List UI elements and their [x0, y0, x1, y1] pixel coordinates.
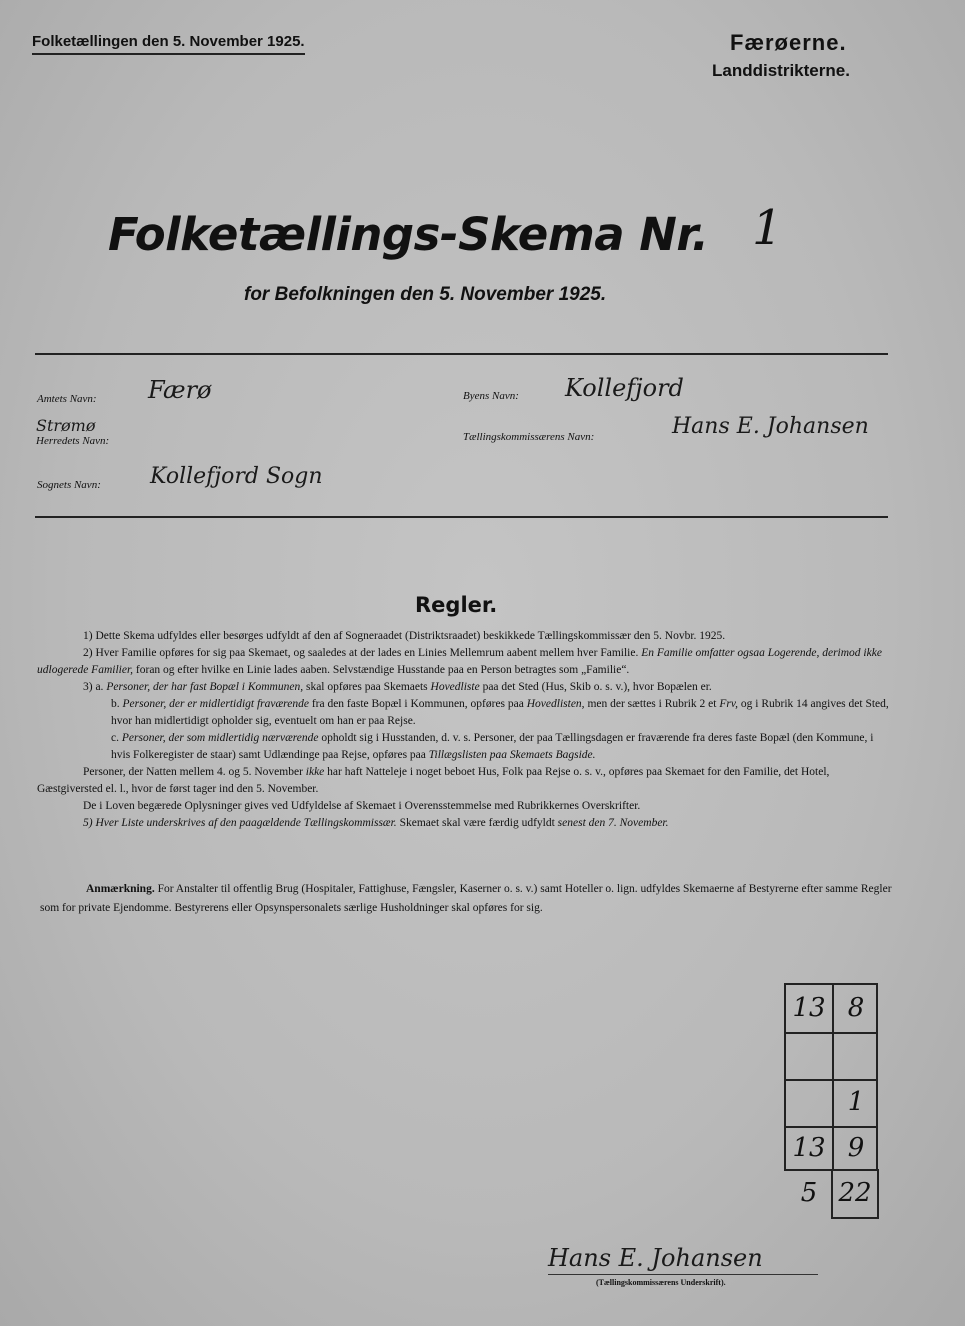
signature-handwritten: Hans E. Johansen [548, 1244, 763, 1272]
census-header-left: Folketællingen den 5. November 1925. [32, 33, 305, 55]
herred-label: Herredets Navn: [36, 435, 110, 447]
rule-1: 1) Dette Skema udfyldes eller besørges udfyldt af den af Sogneraadet (Distriktsraadet) beskikkede Tællingskommissær den 5. Novbr. 1925. [83, 630, 726, 642]
amt-label: Amtets Navn: [37, 393, 97, 405]
tally-grid [784, 983, 878, 1171]
signature-caption: (Tællingskommissærens Underskrift). [596, 1278, 726, 1287]
by-value: Kollefjord [565, 374, 684, 402]
rule-4: Personer, der Natten mellem 4. og 5. November ikke har haft Natteleje i noget beboet Hus, Folk paa Rejse o. s. v., opføres paa Skemaet for den Familie, det Hotel, Gæstgiversted el. l., hvor de først tager ind den 5. November. [37, 766, 830, 795]
form-title: Folketællings-Skema Nr. [108, 208, 709, 261]
tally-total-c1: 5 [800, 1178, 818, 1208]
bottom-divider [35, 516, 888, 518]
by-label: Byens Navn: [463, 390, 519, 402]
tally-r3c2: 1 [847, 1087, 865, 1117]
rule-4-cont: De i Loven begærede Oplysninger gives ved Udfyldelse af Skemaet i Overensstemmelse med Rubrikkernes Overskrifter. [83, 800, 641, 812]
kommissaer-value: Hans E. Johansen [672, 414, 869, 439]
herred-value: Strømø [36, 416, 96, 435]
tally-r4c1: 13 [792, 1133, 826, 1163]
tally-total-c2: 22 [838, 1178, 872, 1208]
form-subtitle: for Befolkningen den 5. November 1925. [244, 284, 607, 305]
tally-r4c2: 9 [847, 1133, 865, 1163]
form-number-handwritten: 1 [752, 200, 783, 256]
annotation-note [40, 880, 894, 918]
sogn-label: Sognets Navn: [37, 479, 101, 491]
note-label: Anmærkning. [86, 883, 155, 895]
tally-r1c2: 8 [847, 993, 865, 1023]
rule-3c: c. Personer, der som midlertidig nærværende opholdt sig i Husstanden, d. v. s. Personer, der paa Tællingsdagen er fraværende fra deres faste Bopæl (den Kommune, i hvis Folkeregister de staar) samt Udlændinge paa Rejse, opføres paa Tillægslisten paa Skemaets Bagside. [111, 732, 874, 761]
region-title: Færøerne. [730, 30, 847, 55]
top-divider [35, 353, 888, 355]
note-text: For Anstalter til offentlig Brug (Hospitaler, Fattighuse, Fængsler, Kaserner o. s. v.) samt Hoteller o. lign. udfyldes Skemaerne af Bestyrerne efter samme Regler som for private Ejendomme. Bestyrerens eller Opsynspersonalets særlige Husholdninger skal opføres for sig. [40, 883, 892, 914]
amt-value: Færø [148, 376, 212, 404]
rule-3a: 3) a. Personer, der har fast Bopæl i Kommunen, skal opføres paa Skemaets Hovedliste paa det Sted (Hus, Skib o. s. v.), hvor Bopælen er. [83, 681, 712, 693]
rule-2: 2) Hver Familie opføres for sig paa Skemaet, og saaledes at der lades en Linies Mellemrum aabent mellem hver Familie. En Familie omfatter ogsaa Logerende, derimod ikke udlogerede Familier, foran og efter hvilke en Linie lades aaben. Selvstændige Husstande paa en Person betragtes som „Familie“. [37, 647, 882, 676]
district-subtitle: Landdistrikterne. [712, 61, 850, 80]
signature-line [548, 1274, 818, 1275]
rules-text [37, 628, 895, 832]
rule-3b: b. Personer, der er midlertidigt fraværende fra den faste Bopæl i Kommunen, opføres paa Hovedlisten, men der sættes i Rubrik 2 et Frv, og i Rubrik 14 angives det Sted, hvor han midlertidigt opholder sig, eventuelt om han er paa Rejse. [111, 698, 889, 727]
rules-heading: Regler. [415, 593, 498, 617]
sogn-value: Kollefjord Sogn [150, 464, 323, 489]
rule-5: 5) Hver Liste underskrives af den paagældende Tællingskommissær. Skemaet skal være færdig udfyldt senest den 7. November. [83, 817, 669, 829]
tally-r1c1: 13 [792, 993, 826, 1023]
kommissaer-label: Tællingskommissærens Navn: [463, 431, 595, 443]
